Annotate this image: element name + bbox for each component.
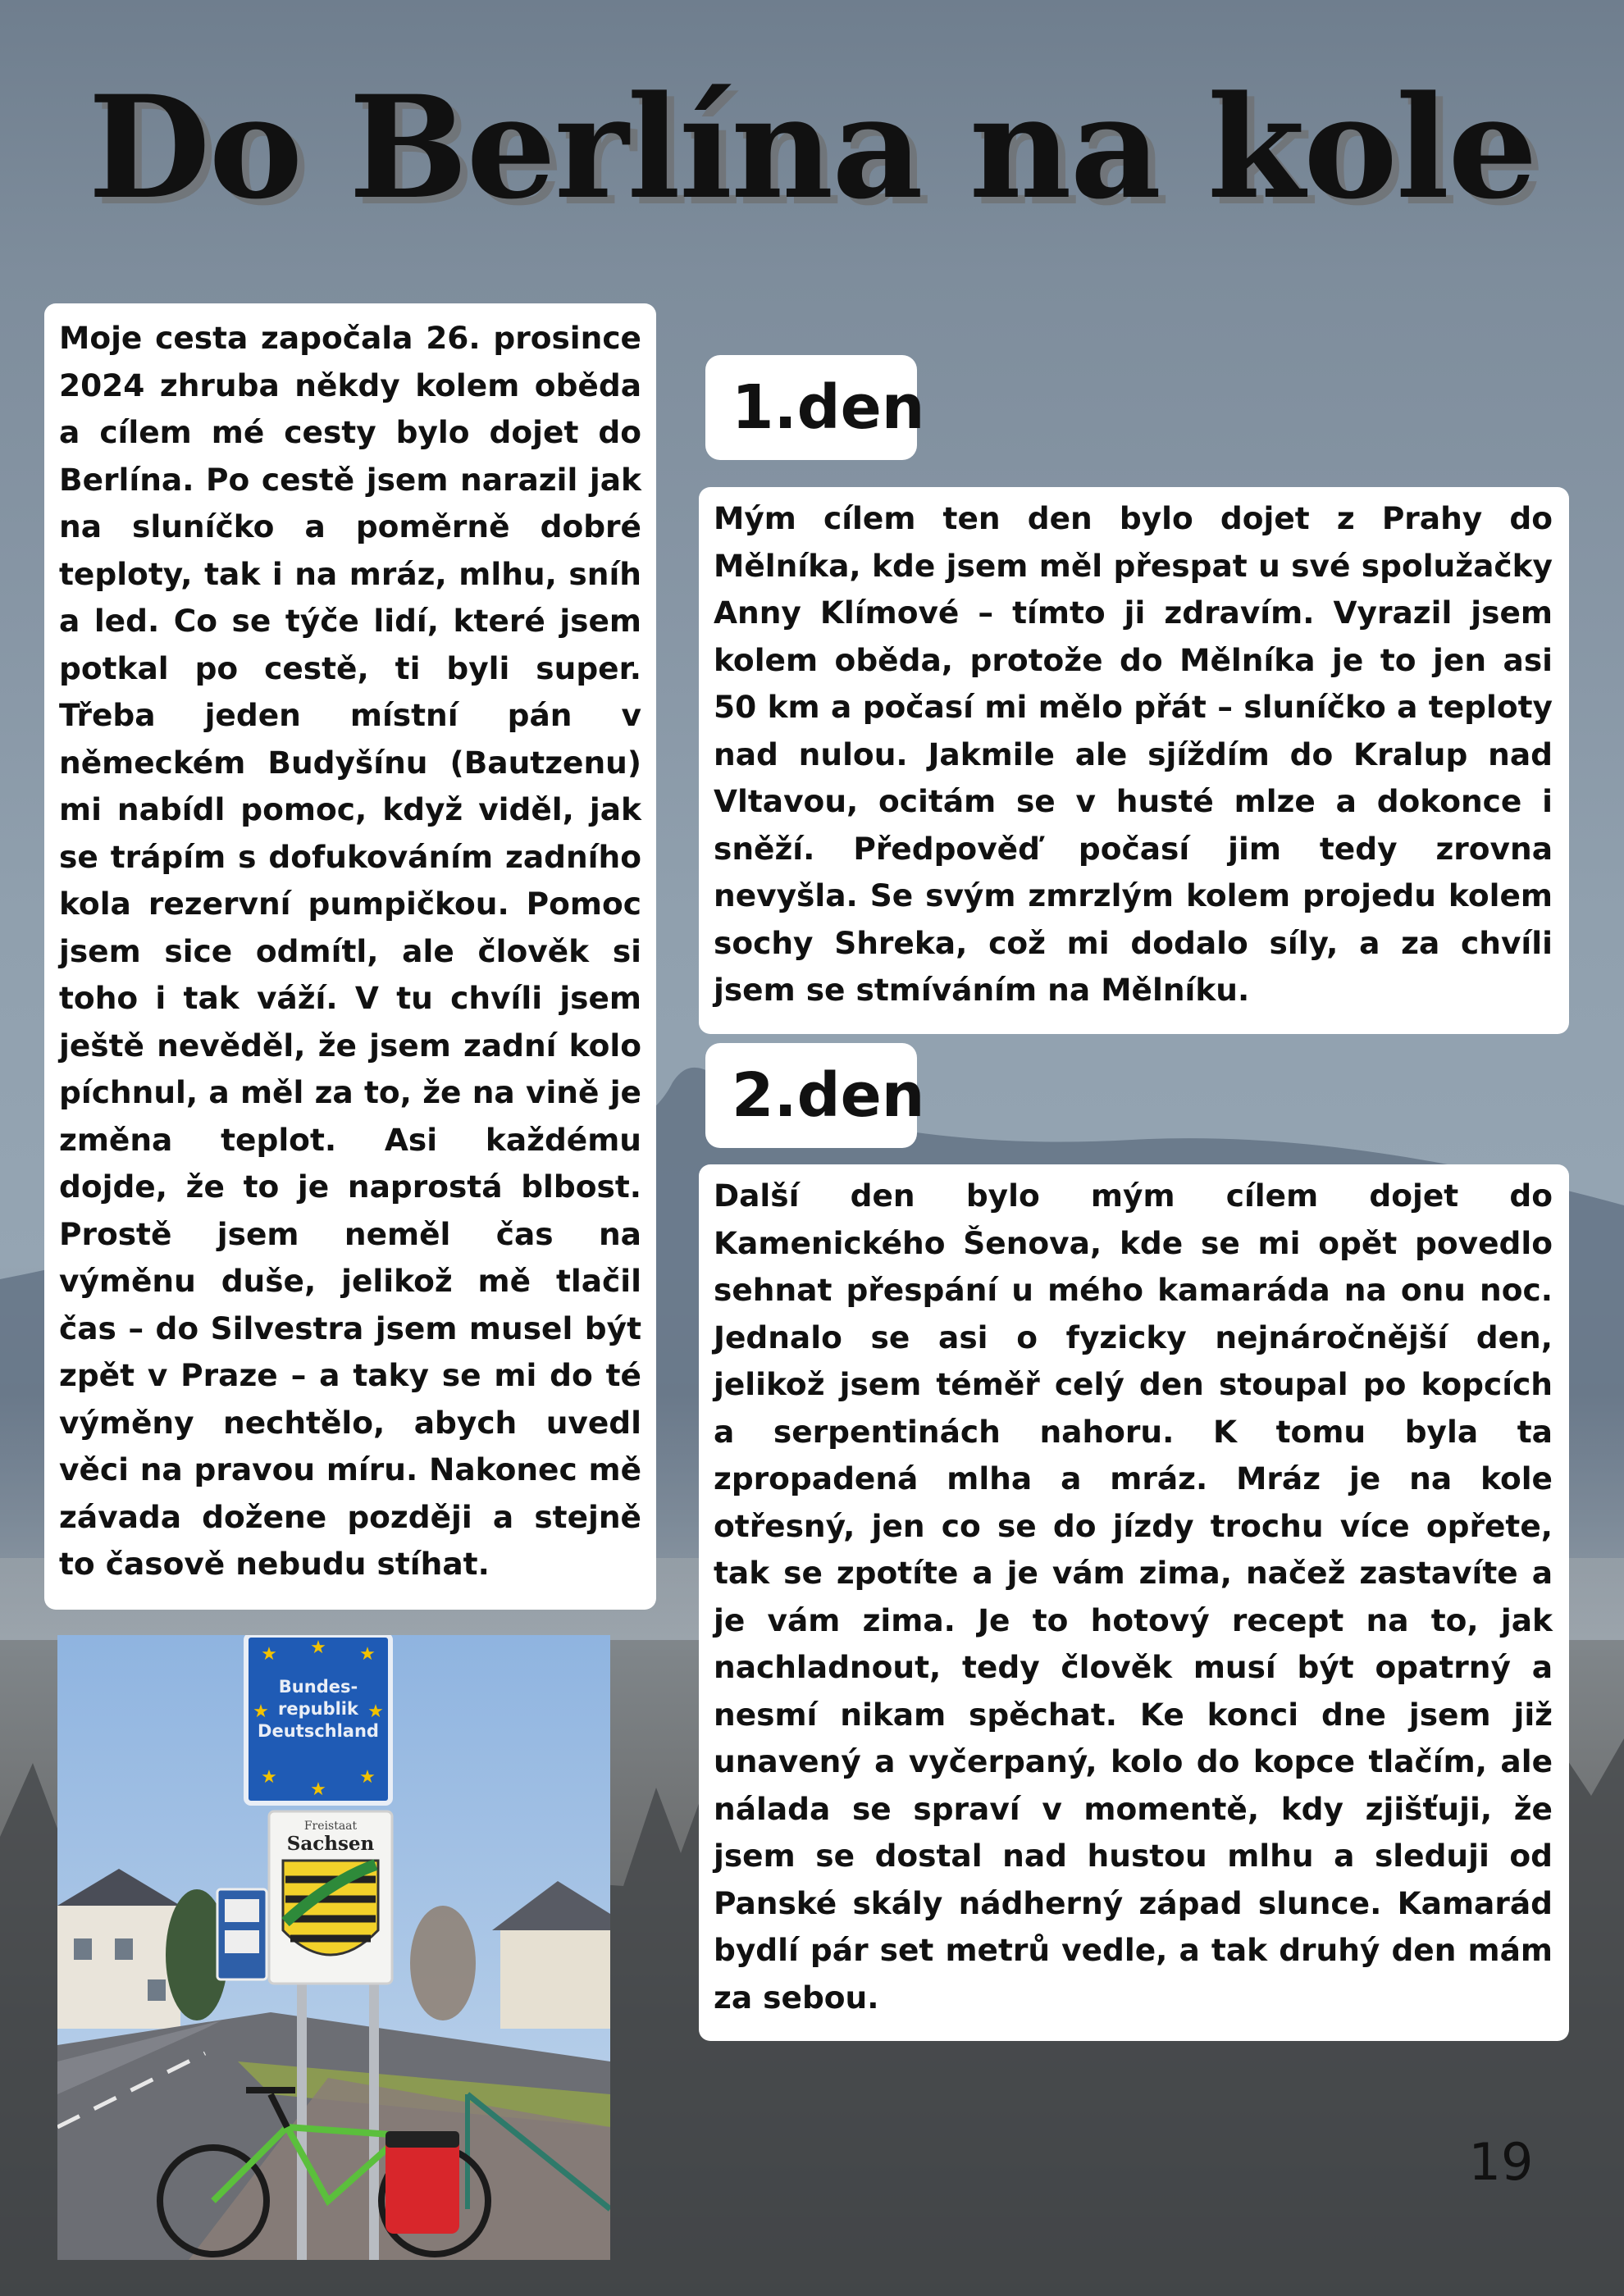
day-2-heading: 2.den <box>705 1043 917 1148</box>
sign-line-1: Bundes- <box>278 1677 358 1697</box>
sign-pole-left <box>297 1979 307 2260</box>
svg-text:★: ★ <box>261 1767 277 1788</box>
day-1-heading: 1.den <box>705 355 917 460</box>
house-left <box>57 1906 180 2029</box>
day-2-text-box <box>699 1164 1569 2041</box>
photo-illustration <box>57 1635 610 2260</box>
sign-line-2: republik <box>278 1699 358 1719</box>
svg-text:★: ★ <box>359 1767 376 1788</box>
red-pannier <box>385 2135 459 2234</box>
page-title: Do Berlína na kole <box>88 64 1536 230</box>
sign-state-line-2: Sachsen <box>286 1833 375 1855</box>
day-2-text: Další den bylo mým cílem dojet do Kamenického Šenova, kde se mi opět povedlo sehnat přespání u mého kamaráda na onu noc. Jednalo se asi o fyzicky nejnáročnější den, jelikož jsem téměř celý den stoupal po kopcích a serpentinách nahoru. K tomu byla ta zpropadená mlha a mráz. Mráz je na kole otřesný, jen co se do jízdy trochu více opřete, tak se zpotíte a je vám zima, načež zastavíte a je vám zima. Je to hotový recept na to, jak nachladnout, tedy člověk musí být opatrný a nesmí nikam spěchat. Ke konci dne jsem již unavený a vyčerpaný, kolo do kopce tlačím, ale nálada se spraví v momentě, kdy zjišťuji, že jsem se dostal nad hustou mlhu a sleduji od Panské skály nádherný západ slunce. Kamarád bydlí pár set metrů vedle, a tak druhý den mám za sebou. <box>714 1178 1553 2016</box>
svg-text:★: ★ <box>310 1638 326 1658</box>
svg-text:★: ★ <box>261 1644 277 1665</box>
svg-text:★: ★ <box>253 1702 269 1722</box>
svg-text:★: ★ <box>359 1644 376 1665</box>
house-right <box>500 1930 610 2029</box>
svg-text:★: ★ <box>367 1702 384 1722</box>
sign-state-line-1: Freistaat <box>303 1820 358 1833</box>
intro-text: Moje cesta započala 26. prosince 2024 zhruba někdy kolem oběda a cílem mé cesty bylo dojet do Berlína. Po cestě jsem narazil jak na sluníčko a poměrně dobré teploty, tak i na mráz, mlhu, sníh a led. Co se týče lidí, které jsem potkal po cestě, ti byli super. Třeba jeden místní pán v německém Budyšínu (Bautzenu) mi nabídl pomoc, když viděl, jak se trápím s dofukováním zadního kola rezervní pumpičkou. Pomoc jsem sice odmítl, ale člověk si toho i tak váží. V tu chvíli jsem ještě nevěděl, že jsem zadní kolo píchnul, a měl za to, že na vině je změna teplot. Asi každému dojde, že to je naprostá blbost. Prostě jsem neměl čas na výměnu duše, jelikož mě tlačil čas – do Silvestra jsem musel být zpět v Praze – a taky se mi do té výměny nechtělo, abych uvedl věci na pravou míru. Nakonec mě závada dožene později a stejně to časově nebudu stíhat. <box>59 320 641 1582</box>
svg-text:★: ★ <box>310 1779 326 1800</box>
day-1-text-box <box>699 487 1569 1034</box>
sign-pole-right <box>369 1979 379 2260</box>
intro-text-box <box>44 303 656 1610</box>
border-sign-photo <box>57 1635 610 2260</box>
page-number: 19 <box>1468 2132 1534 2192</box>
sign-line-3: Deutschland <box>258 1721 379 1741</box>
day-1-text: Mým cílem ten den bylo dojet z Prahy do Mělníka, kde jsem měl přespat u své spolužačky Anny Klímové – tímto ji zdravím. Vyrazil jsem kolem oběda, protože do Mělníka je to jen asi 50 km a počasí mi mělo přát – sluníčko a teploty nad nulou. Jakmile ale sjíždím do Kralup nad Vltavou, ocitám se v husté mlze a dokonce i sněží. Předpověď počasí jim tedy zrovna nevyšla. Se svým zmrzlým kolem projedu kolem sochy Shreka, což mi dodalo síly, a za chvíli jsem se stmíváním na Mělníku. <box>714 500 1553 1008</box>
